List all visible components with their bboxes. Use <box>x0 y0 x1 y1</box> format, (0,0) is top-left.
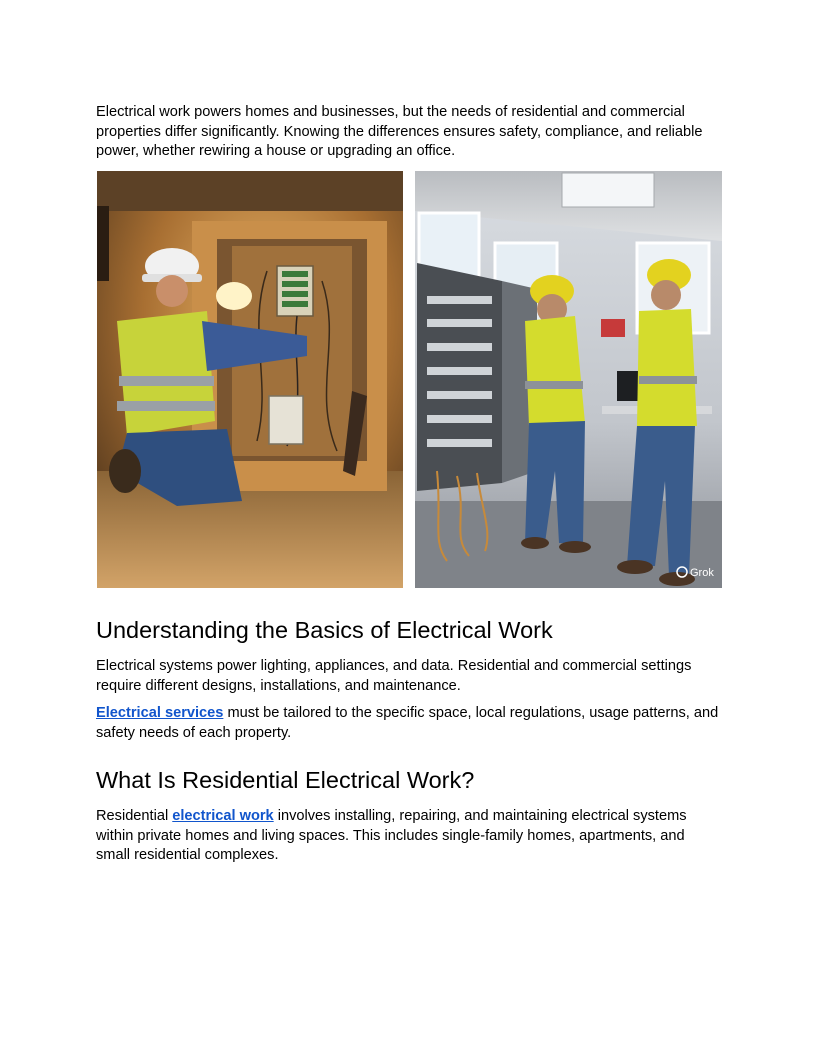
section2-paragraph-text: involves installing, repairing, and maintaining electrical systems within private homes and living spaces. This includes single-family homes, apartments, and small residential complexes. <box>96 808 687 863</box>
commercial-scene <box>415 171 722 588</box>
electrical-services-link[interactable]: Electrical services <box>96 705 224 721</box>
section1-paragraph2-text: must be tailored to the specific space, local regulations, usage patterns, and safety needs of each property. <box>96 705 719 741</box>
residential-scene <box>97 171 403 588</box>
section2-paragraph-start: Residential <box>96 808 173 824</box>
watermark-text: Grok <box>690 567 714 579</box>
section2-heading: What Is Residential Electrical Work? <box>96 767 475 793</box>
section1-heading: Understanding the Basics of Electrical Work <box>96 617 553 643</box>
section1-paragraph1: Electrical systems power lighting, appliances, and data. Residential and commercial settings require different designs, installations, and maintenance. <box>96 658 692 694</box>
section1-paragraph2 <box>96 704 720 743</box>
section2-paragraph <box>96 807 720 866</box>
electrical-work-link[interactable]: electrical work <box>172 808 274 824</box>
hero-image <box>97 171 722 588</box>
intro-paragraph: Electrical work powers homes and businesses, but the needs of residential and commercial properties differ significantly. Knowing the differences ensures safety, compliance, and reliable power, whether rewiring a house or upgrading an office. <box>96 104 703 159</box>
